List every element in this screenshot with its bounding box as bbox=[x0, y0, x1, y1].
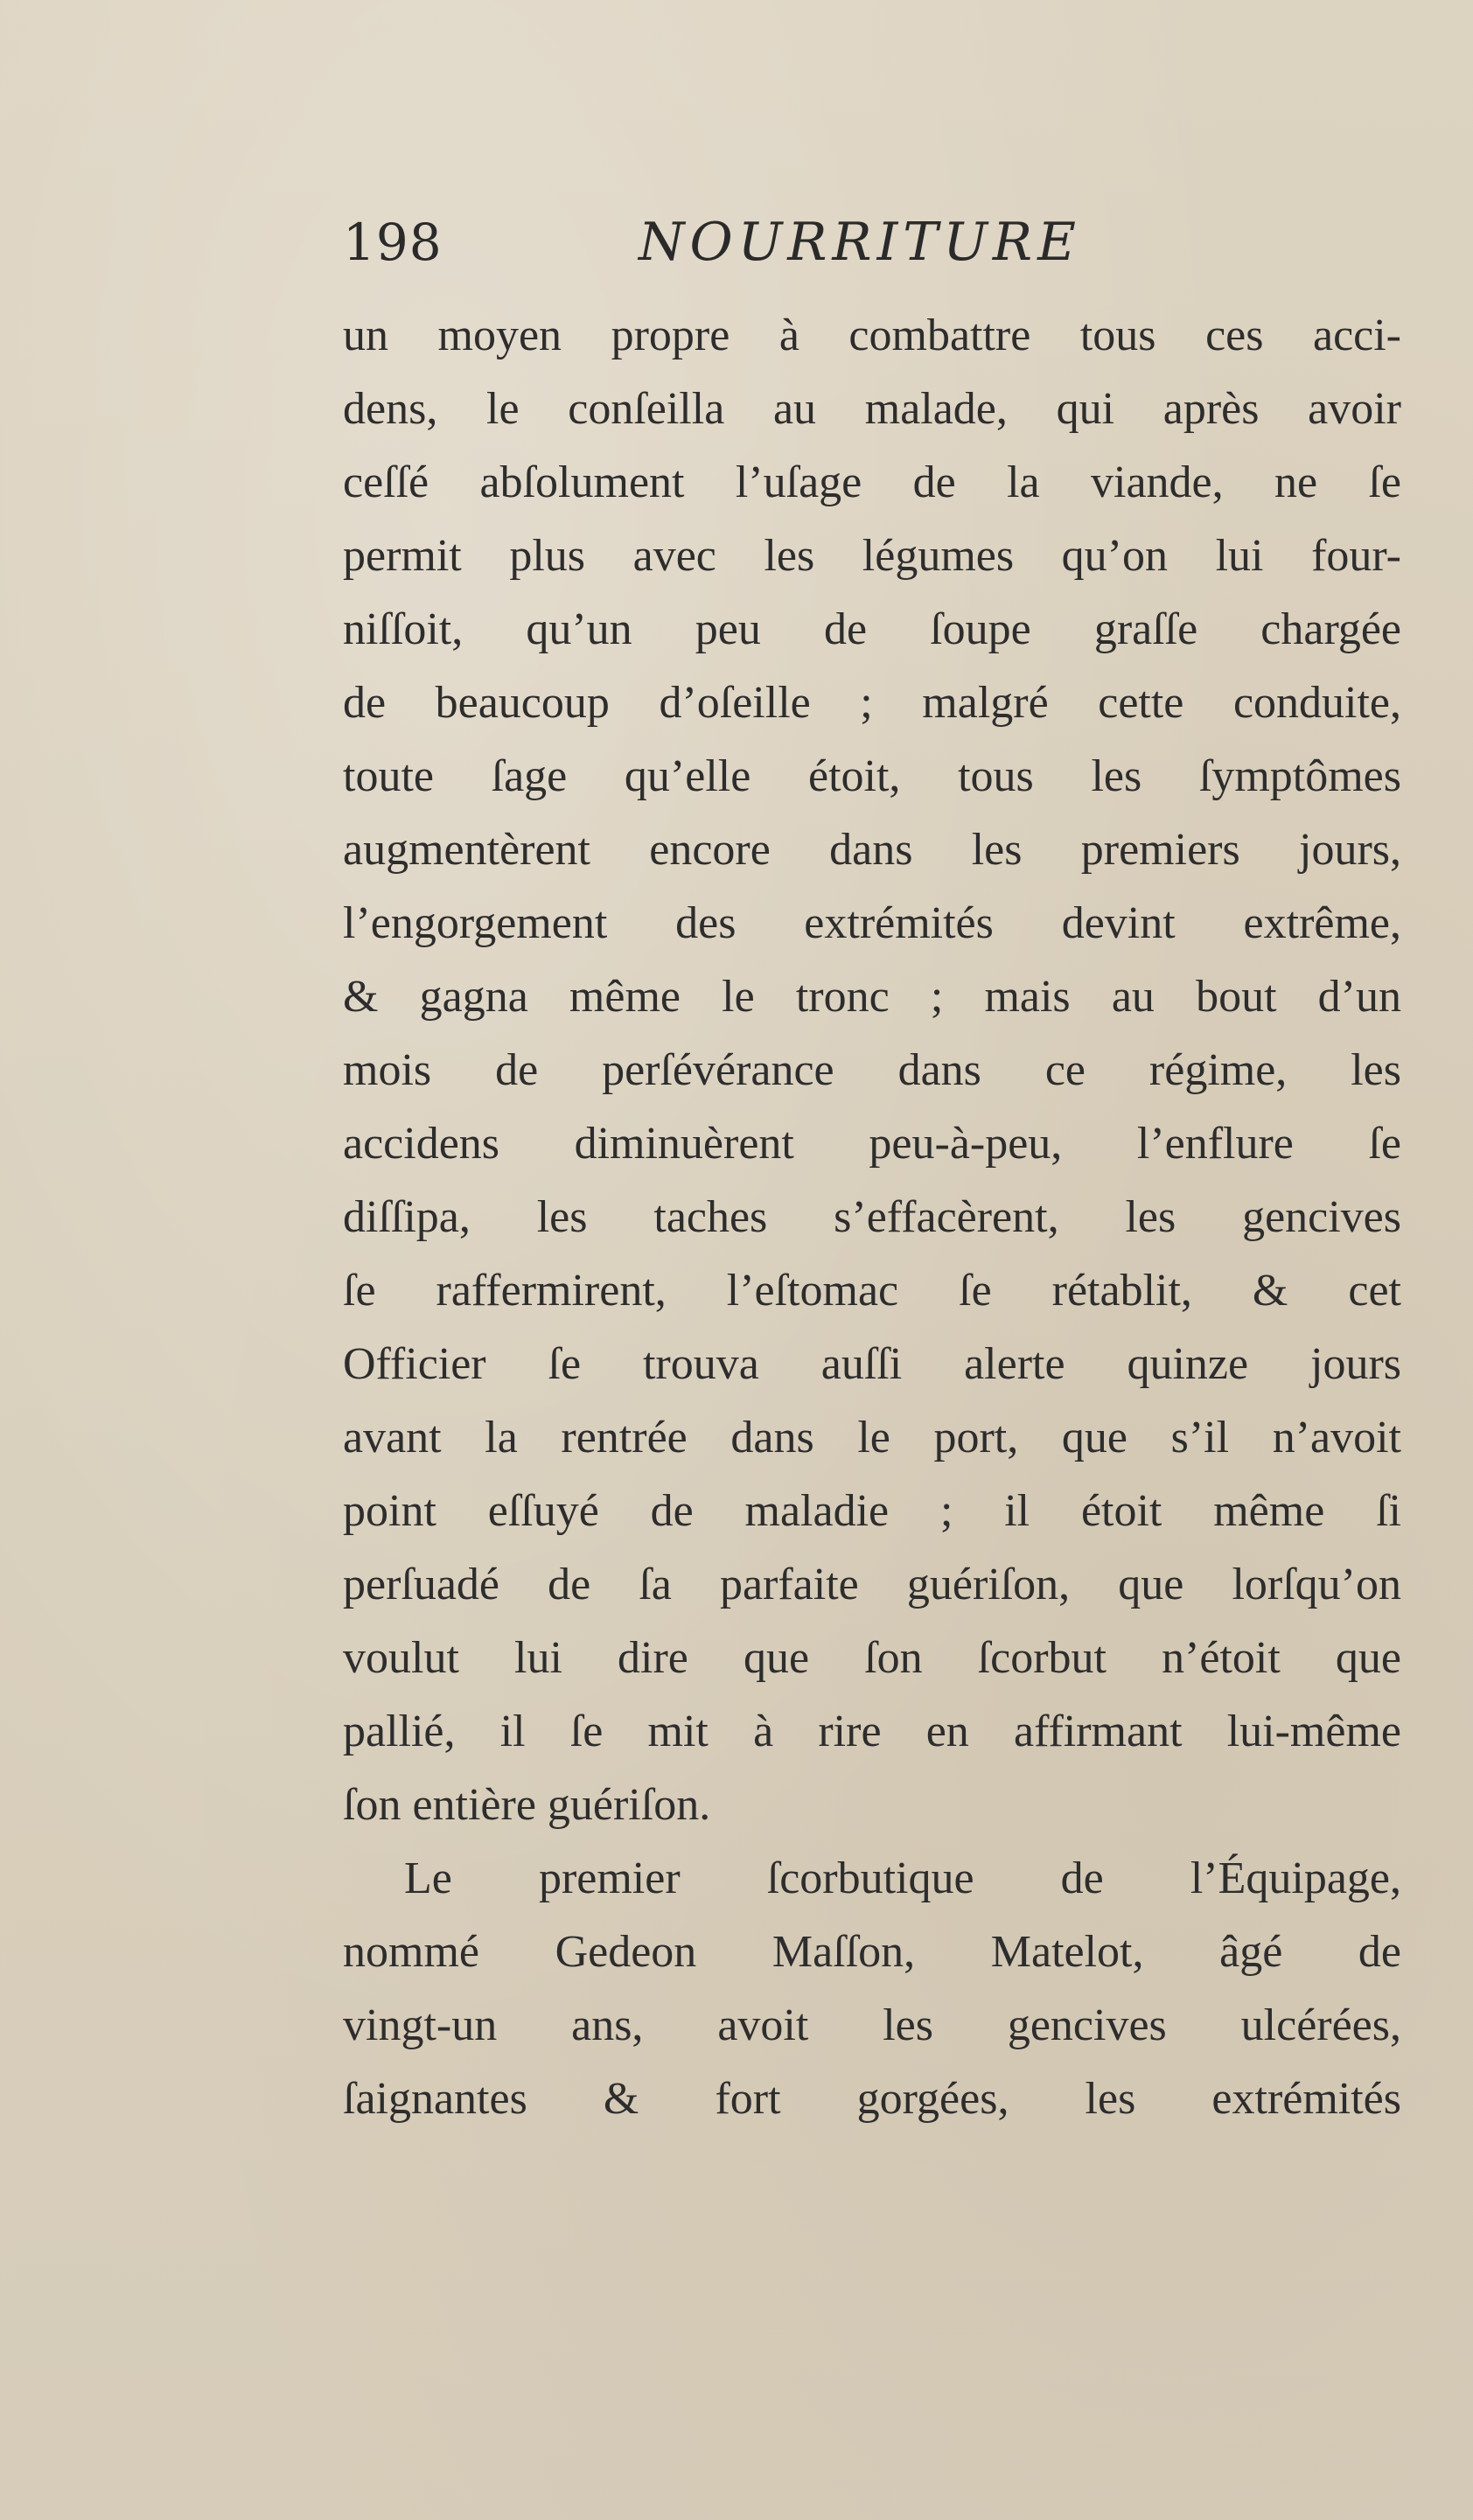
text-line: diſſipa, les taches s’effacèrent, les gencives bbox=[343, 1192, 1401, 1242]
text-line: un moyen propre à combattre tous ces acci- bbox=[343, 311, 1401, 360]
text-line: vingt-un ans, avoit les gencives ulcérées, bbox=[343, 2000, 1401, 2050]
text-line: voulut lui dire que ſon ſcorbut n’étoit que bbox=[343, 1633, 1401, 1683]
text-line: ſe raffermirent, l’eſtomac ſe rétablit, & cet bbox=[343, 1266, 1401, 1316]
text-line: de beaucoup d’oſeille ; malgré cette conduite, bbox=[343, 678, 1401, 728]
text-line: accidens diminuèrent peu-à-peu, l’enflure ſe bbox=[343, 1119, 1401, 1169]
text-line: perſuadé de ſa parfaite guériſon, que lorſqu’on bbox=[343, 1560, 1401, 1609]
body-text bbox=[343, 299, 1401, 2136]
text-line: avant la rentrée dans le port, que s’il n’avoit bbox=[343, 1413, 1401, 1462]
text-line: pallié, il ſe mit à rire en affirmant lui-même bbox=[343, 1707, 1401, 1756]
text-line: dens, le conſeilla au malade, qui après avoir bbox=[343, 384, 1401, 434]
text-line: & gagna même le tronc ; mais au bout d’un bbox=[343, 972, 1401, 1022]
text-line: l’engorgement des extrémités devint extrême, bbox=[343, 898, 1401, 948]
text-line: ſaignantes & fort gorgées, les extrémités bbox=[343, 2074, 1401, 2124]
page-number: 198 bbox=[343, 213, 443, 272]
text-line: Officier ſe trouva auſſi alerte quinze jours bbox=[343, 1339, 1401, 1389]
text-line: mois de perſévérance dans ce régime, les bbox=[343, 1045, 1401, 1095]
text-line: point eſſuyé de maladie ; il étoit même ſi bbox=[343, 1486, 1401, 1536]
text-line: augmentèrent encore dans les premiers jours, bbox=[343, 825, 1401, 875]
running-title: NOURRITURE bbox=[639, 212, 1081, 273]
text-line: Le premier ſcorbutique de l’Équipage, bbox=[404, 1853, 1401, 1903]
text-line: nommé Gedeon Maſſon, Matelot, âgé de bbox=[343, 1927, 1401, 1977]
text-line: ceſſé abſolument l’uſage de la viande, ne ſe bbox=[343, 457, 1401, 507]
page-header bbox=[343, 203, 1130, 282]
text-line: ſon entière guériſon. bbox=[343, 1780, 711, 1830]
text-line: toute ſage qu’elle étoit, tous les ſymptômes bbox=[343, 751, 1401, 801]
text-line: permit plus avec les légumes qu’on lui four- bbox=[343, 531, 1401, 581]
text-line: niſſoit, qu’un peu de ſoupe graſſe chargée bbox=[343, 604, 1401, 654]
